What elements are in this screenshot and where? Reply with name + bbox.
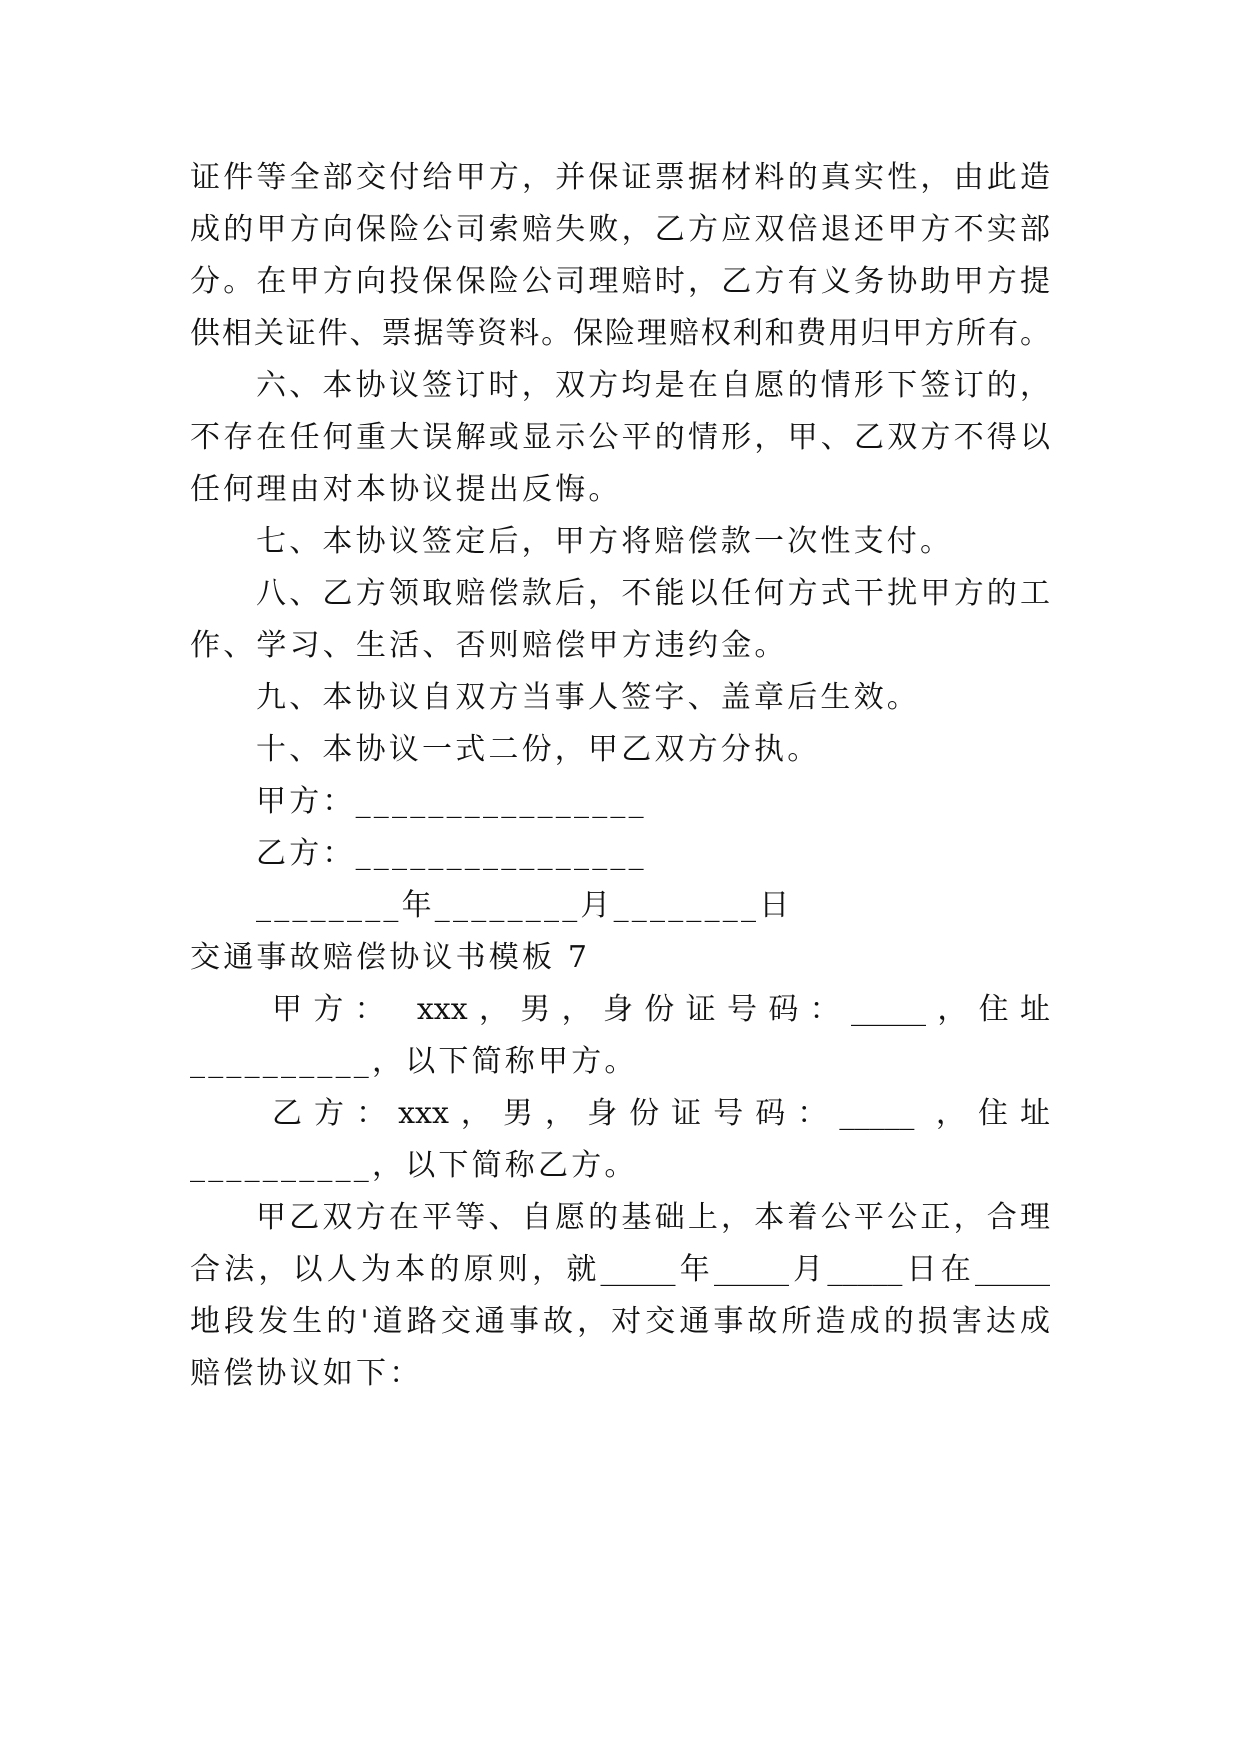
party-b-signature: 乙方：________________ — [256, 836, 647, 871]
clause-nine: 九、本协议自双方当事人签字、盖章后生效。 — [256, 680, 920, 715]
clause-six-line: 六、本协议签订时，双方均是在自愿的情形下签订的， — [256, 368, 1050, 403]
party-a-info-line: 甲方： xxx，男，身份证号码：_____，住址 — [272, 992, 1050, 1027]
section-title: 交通事故赔偿协议书模板 7 — [190, 940, 591, 975]
signature-date: ________年________月________日 — [256, 888, 793, 923]
agreement-intro-line: 甲乙双方在平等、自愿的基础上，本着公平公正，合理 — [256, 1200, 1050, 1235]
clause-ten: 十、本协议一式二份，甲乙双方分执。 — [256, 732, 821, 767]
party-a-signature: 甲方：________________ — [256, 784, 647, 819]
paragraph-line: 作、学习、生活、否则赔偿甲方违约金。 — [190, 628, 788, 663]
party-b-address-line: __________，以下简称乙方。 — [190, 1148, 638, 1183]
paragraph-line: 合法，以人为本的原则，就_____年_____月_____日在_____ — [190, 1252, 1050, 1287]
paragraph-line: 不存在任何重大误解或显示公平的情形，甲、乙双方不得以 — [190, 420, 1050, 455]
paragraph-line: 分。在甲方向投保保险公司理赔时，乙方有义务协助甲方提 — [190, 264, 1050, 299]
paragraph-line: 地段发生的'道路交通事故，对交通事故所造成的损害达成 — [190, 1304, 1050, 1339]
party-a-address-line: __________，以下简称甲方。 — [190, 1044, 638, 1079]
paragraph-line: 供相关证件、票据等资料。保险理赔权利和费用归甲方所有。 — [190, 316, 1050, 351]
party-b-info-line: 乙方：xxx，男，身份证号码：_____ ，住址 — [272, 1096, 1050, 1131]
clause-seven: 七、本协议签定后，甲方将赔偿款一次性支付。 — [256, 524, 954, 559]
paragraph-line: 成的甲方向保险公司索赔失败，乙方应双倍退还甲方不实部 — [190, 212, 1050, 247]
paragraph-line: 任何理由对本协议提出反悔。 — [190, 472, 622, 507]
paragraph-line: 赔偿协议如下： — [190, 1356, 423, 1391]
paragraph-line: 证件等全部交付给甲方，并保证票据材料的真实性，由此造 — [190, 160, 1050, 195]
clause-eight-line: 八、乙方领取赔偿款后，不能以任何方式干扰甲方的工 — [256, 576, 1050, 611]
